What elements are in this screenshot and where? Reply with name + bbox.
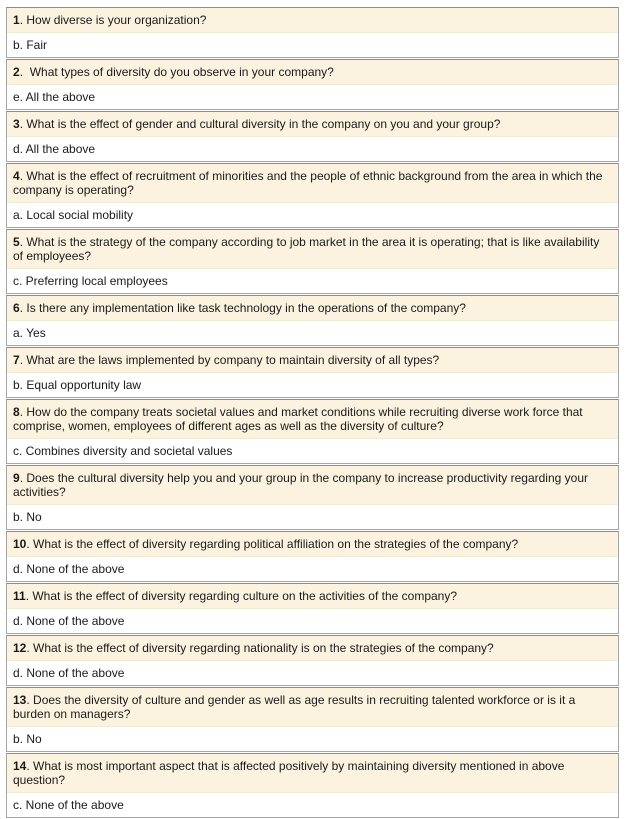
question-separator: . — [25, 589, 33, 603]
question-block — [6, 635, 619, 686]
question-text: How diverse is your organization? — [26, 13, 207, 27]
question-block — [6, 7, 619, 58]
answer-text: b. Fair — [7, 32, 618, 57]
question-text: What is the effect of diversity regarding political affiliation on the strategies of the company? — [33, 537, 519, 551]
question-text: What is the strategy of the company according to job market in the area it is operating; that is like availability of employees? — [13, 235, 600, 263]
question-block — [6, 399, 619, 464]
question-separator: . — [26, 641, 34, 655]
question-number: 12 — [13, 641, 27, 655]
answer-text: d. None of the above — [7, 608, 618, 633]
answer-text: a. Local social mobility — [7, 202, 618, 227]
question-separator: . — [19, 405, 27, 419]
question-text-row — [7, 348, 618, 372]
question-text-row — [7, 532, 618, 556]
question-number: 6 — [13, 301, 20, 315]
answer-text: d. None of the above — [7, 660, 618, 685]
question-separator: . — [19, 117, 27, 131]
question-text-row — [7, 60, 618, 84]
answer-text: e. All the above — [7, 84, 618, 109]
question-separator: . — [19, 169, 27, 183]
question-separator: . — [19, 353, 27, 367]
question-block — [6, 531, 619, 582]
question-separator: . — [19, 13, 27, 27]
question-block — [6, 753, 619, 818]
question-text: What is the effect of diversity regarding culture on the activities of the company? — [32, 589, 458, 603]
question-block — [6, 59, 619, 110]
answer-text: c. Preferring local employees — [7, 268, 618, 293]
question-number: 5 — [13, 235, 20, 249]
question-text: Is there any implementation like task technology in the operations of the company? — [26, 301, 466, 315]
question-text: What is the effect of recruitment of minorities and the people of ethnic background from the area in which the company is operating? — [13, 169, 603, 197]
answer-text: b. No — [7, 726, 618, 751]
question-separator: . — [19, 65, 30, 79]
question-separator: . — [19, 471, 27, 485]
question-separator: . — [26, 759, 34, 773]
survey-questionnaire — [6, 7, 619, 819]
question-block — [6, 229, 619, 294]
question-number: 13 — [13, 693, 27, 707]
question-number: 14 — [13, 759, 27, 773]
question-block — [6, 163, 619, 228]
question-block — [6, 583, 619, 634]
question-text: What types of diversity do you observe in your company? — [29, 65, 334, 79]
question-text-row — [7, 8, 618, 32]
answer-text: c. Combines diversity and societal values — [7, 438, 618, 463]
question-number: 8 — [13, 405, 20, 419]
answer-text: b. Equal opportunity law — [7, 372, 618, 397]
question-text: How do the company treats societal values and market conditions while recruiting diverse work force that comprise, women, employees of different ages as well as the diversity of culture? — [13, 405, 583, 433]
question-separator: . — [26, 537, 34, 551]
question-text-row — [7, 466, 618, 504]
question-text-row — [7, 164, 618, 202]
question-block — [6, 465, 619, 530]
question-number: 7 — [13, 353, 20, 367]
question-text: Does the diversity of culture and gender as well as age results in recruiting talented workforce or is it a burden on managers? — [13, 693, 576, 721]
question-number: 4 — [13, 169, 20, 183]
question-block — [6, 111, 619, 162]
question-text-row — [7, 584, 618, 608]
answer-text: b. No — [7, 504, 618, 529]
question-text-row — [7, 296, 618, 320]
question-separator: . — [26, 693, 34, 707]
question-number: 2 — [13, 65, 20, 79]
question-text: What is the effect of diversity regarding nationality is on the strategies of the company? — [33, 641, 494, 655]
question-number: 1 — [13, 13, 20, 27]
answer-text: a. Yes — [7, 320, 618, 345]
question-text: What is the effect of gender and cultural diversity in the company on you and your group? — [26, 117, 501, 131]
question-text-row — [7, 754, 618, 792]
question-number: 3 — [13, 117, 20, 131]
question-separator: . — [19, 235, 27, 249]
question-block — [6, 347, 619, 398]
question-text-row — [7, 400, 618, 438]
question-block — [6, 687, 619, 752]
question-number: 11 — [13, 589, 26, 603]
question-text: Does the cultural diversity help you and your group in the company to increase productivity regarding your activities? — [13, 471, 588, 499]
answer-text: d. None of the above — [7, 556, 618, 581]
question-number: 9 — [13, 471, 20, 485]
question-text-row — [7, 112, 618, 136]
question-block — [6, 295, 619, 346]
answer-text: c. None of the above — [7, 792, 618, 817]
question-text-row — [7, 688, 618, 726]
answer-text: d. All the above — [7, 136, 618, 161]
question-number: 10 — [13, 537, 27, 551]
question-text: What are the laws implemented by company to maintain diversity of all types? — [26, 353, 440, 367]
question-text-row — [7, 636, 618, 660]
question-text: What is most important aspect that is affected positively by maintaining diversity mentioned in above question? — [13, 759, 565, 787]
question-separator: . — [19, 301, 27, 315]
question-text-row — [7, 230, 618, 268]
